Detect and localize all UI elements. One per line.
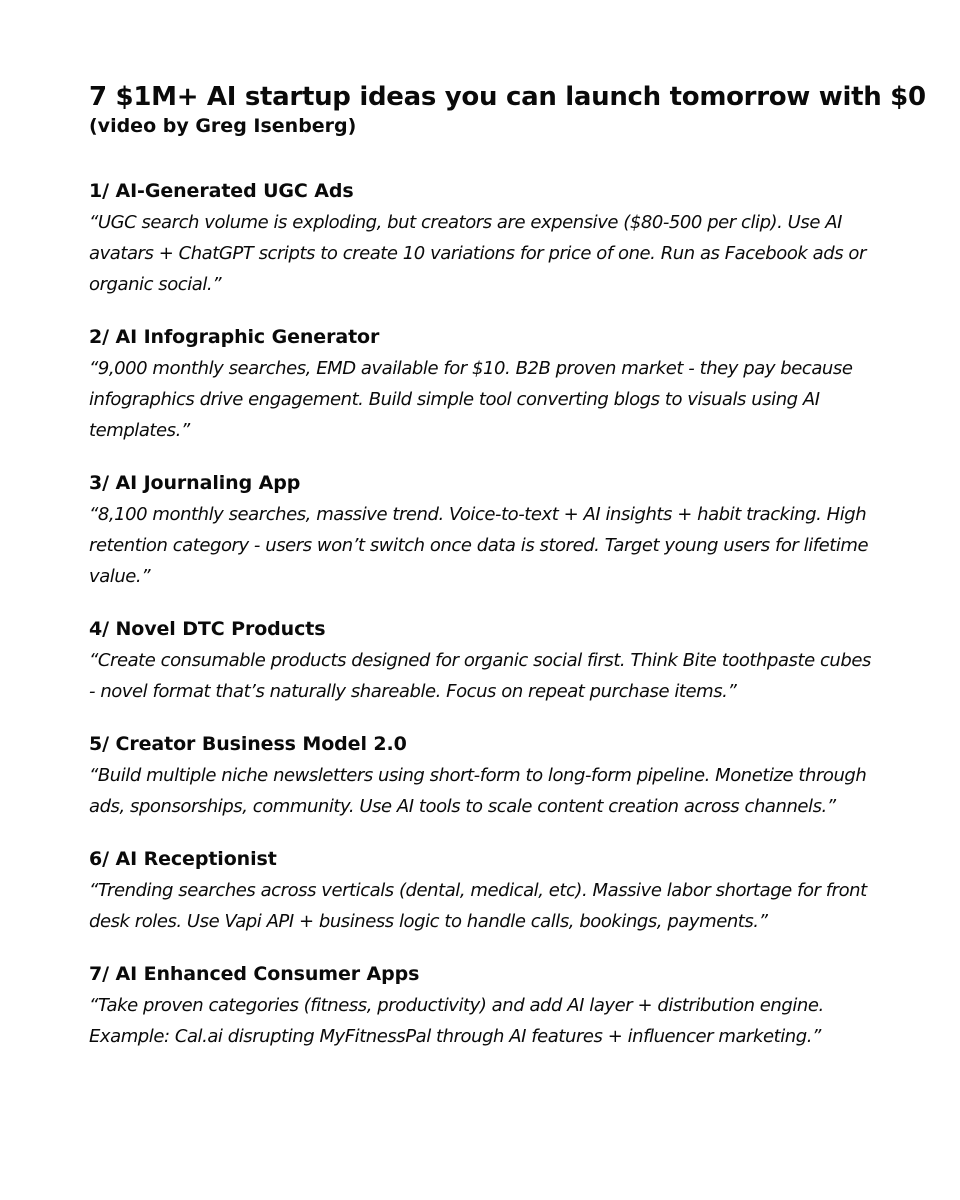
idea-heading: 1/ AI-Generated UGC Ads <box>89 180 354 202</box>
idea-heading: 2/ AI Infographic Generator <box>89 326 380 348</box>
idea-heading: 6/ AI Receptionist <box>89 848 277 870</box>
idea-quote: “Build multiple niche newsletters using short-form to long-form pipeline. Monetize through ads, sponsorships, community. Use AI tools to scale content creation across channels.” <box>89 765 867 817</box>
idea-item-2 <box>89 324 879 446</box>
idea-item-3 <box>89 470 879 592</box>
idea-item-7 <box>89 961 879 1052</box>
idea-quote: “Create consumable products designed for organic social first. Think Bite toothpaste cubes - novel format that’s naturally shareable. Focus on repeat purchase items.” <box>89 650 871 702</box>
idea-heading: 5/ Creator Business Model 2.0 <box>89 733 407 755</box>
idea-item-6 <box>89 846 879 937</box>
idea-quote: “8,100 monthly searches, massive trend. Voice-to-text + AI insights + habit tracking. High retention category - users won’t switch once data is stored. Target young users for lifetime value.” <box>89 504 869 587</box>
idea-quote: “Trending searches across verticals (dental, medical, etc). Massive labor shortage for front desk roles. Use Vapi API + business logic to handle calls, bookings, payments.” <box>89 880 867 932</box>
idea-heading: 3/ AI Journaling App <box>89 472 301 494</box>
idea-quote: “9,000 monthly searches, EMD available for $10. B2B proven market - they pay because infographics drive engagement. Build simple tool converting blogs to visuals using AI templates.” <box>89 358 853 441</box>
idea-item-1 <box>89 178 879 300</box>
idea-item-4 <box>89 616 879 707</box>
page-subtitle: (video by Greg Isenberg) <box>89 115 357 137</box>
page-title: 7 $1M+ AI startup ideas you can launch tomorrow with $0 <box>89 82 926 112</box>
idea-heading: 4/ Novel DTC Products <box>89 618 326 640</box>
idea-item-5 <box>89 731 879 822</box>
idea-quote: “UGC search volume is exploding, but creators are expensive ($80-500 per clip). Use AI avatars + ChatGPT scripts to create 10 variations for price of one. Run as Facebook ads or organic social.” <box>89 212 866 295</box>
idea-heading: 7/ AI Enhanced Consumer Apps <box>89 963 420 985</box>
idea-quote: “Take proven categories (fitness, productivity) and add AI layer + distribution engine. Example: Cal.ai disrupting MyFitnessPal through AI features + influencer marketing.” <box>89 995 824 1047</box>
document-page <box>89 80 926 1076</box>
